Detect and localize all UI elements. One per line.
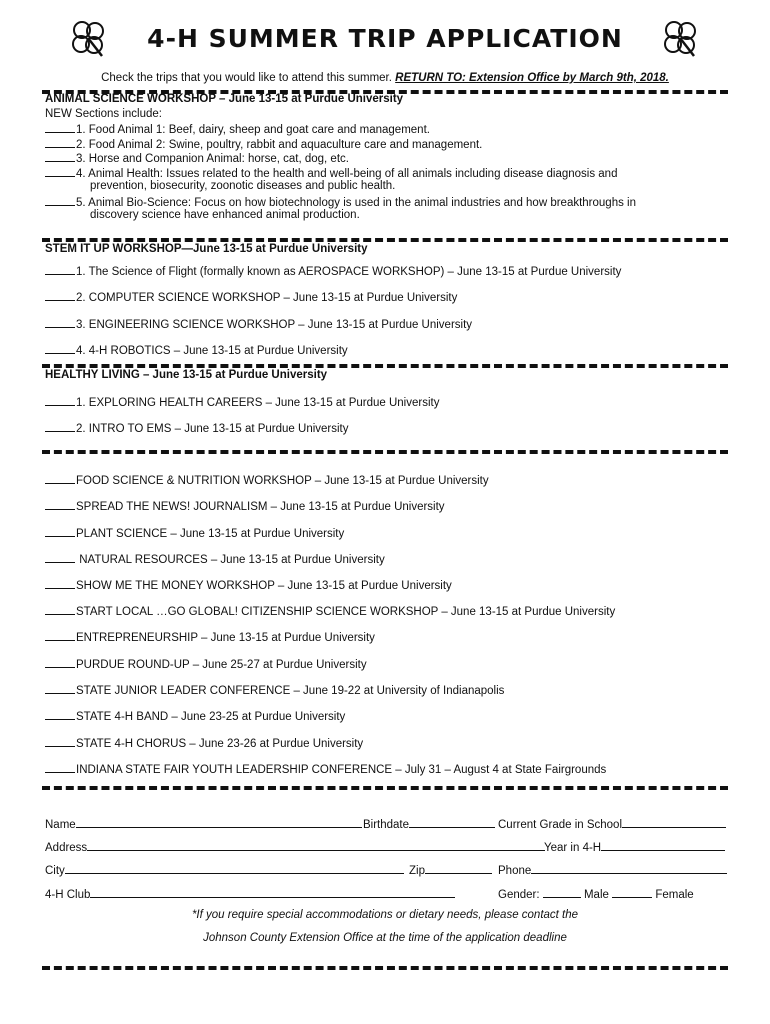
accommodation-note: *If you require special accommodations or dietary needs, please contact the xyxy=(191,909,579,921)
checkbox-item[interactable]: 2. Food Animal 2: Swine, poultry, rabbit and aquaculture care and management. xyxy=(45,137,482,151)
page-title: 4-H SUMMER TRIP APPLICATION xyxy=(147,24,623,53)
animal-science-heading: ANIMAL SCIENCE WORKSHOP – June 13-15 at Purdue University xyxy=(45,93,404,105)
checkbox-item[interactable]: STATE JUNIOR LEADER CONFERENCE – June 19-22 at University of Indianapolis xyxy=(45,683,504,697)
zip-field[interactable]: Zip xyxy=(409,862,492,877)
checkbox-item[interactable]: STATE 4-H CHORUS – June 23-26 at Purdue University xyxy=(45,736,363,750)
checkbox-item[interactable]: PLANT SCIENCE – June 13-15 at Purdue University xyxy=(45,526,344,540)
healthy-living-heading: HEALTHY LIVING – June 13-15 at Purdue University xyxy=(45,369,328,381)
checkbox-item[interactable]: SPREAD THE NEWS! JOURNALISM – June 13-15 at Purdue University xyxy=(45,499,445,513)
item-continuation: discovery science have enhanced animal production. xyxy=(90,209,360,221)
checkbox-item[interactable]: NATURAL RESOURCES – June 13-15 at Purdue University xyxy=(45,552,385,566)
checkbox-item[interactable]: 3. ENGINEERING SCIENCE WORKSHOP – June 13-15 at Purdue University xyxy=(45,317,472,331)
return-info: RETURN TO: Extension Office by March 9th, 2018. xyxy=(395,72,669,84)
club-field[interactable]: 4-H Club xyxy=(45,886,455,901)
checkbox-item[interactable]: STATE 4-H BAND – June 23-25 at Purdue University xyxy=(45,709,345,723)
birthdate-field[interactable]: Birthdate xyxy=(363,816,495,831)
year-in-4h-field[interactable]: Year in 4-H xyxy=(544,839,725,854)
checkbox-item[interactable]: ENTREPRENEURSHIP – June 13-15 at Purdue University xyxy=(45,630,375,644)
checkbox-item[interactable]: FOOD SCIENCE & NUTRITION WORKSHOP – June 13-15 at Purdue University xyxy=(45,473,489,487)
divider xyxy=(42,786,728,790)
divider xyxy=(42,966,728,970)
address-field[interactable]: Address xyxy=(45,839,545,854)
checkbox-item[interactable]: 1. EXPLORING HEALTH CAREERS – June 13-15 at Purdue University xyxy=(45,395,439,409)
checkbox-item[interactable]: 5. Animal Bio-Science: Focus on how biotechnology is used in the animal industries and how breakthroughs in xyxy=(45,195,636,209)
checkbox-item[interactable]: 2. INTRO TO EMS – June 13-15 at Purdue University xyxy=(45,421,349,435)
grade-field[interactable]: Current Grade in School xyxy=(498,816,726,831)
deadline-note: Johnson County Extension Office at the time of the application deadline xyxy=(203,932,567,944)
divider xyxy=(42,364,728,368)
checkbox-item[interactable]: 4. Animal Health: Issues related to the health and well-being of all animals including disease diagnosis and xyxy=(45,166,617,180)
male-blank[interactable] xyxy=(543,886,581,898)
stem-heading: STEM IT UP WORKSHOP—June 13-15 at Purdue University xyxy=(45,243,368,255)
animal-science-intro: NEW Sections include: xyxy=(45,108,162,120)
divider xyxy=(42,238,728,242)
phone-field[interactable]: Phone xyxy=(498,862,727,877)
checkbox-item[interactable]: 1. Food Animal 1: Beef, dairy, sheep and goat care and management. xyxy=(45,122,430,136)
checkbox-item[interactable]: INDIANA STATE FAIR YOUTH LEADERSHIP CONFERENCE – July 31 – August 4 at State Fairgrounds xyxy=(45,762,606,776)
item-continuation: prevention, biosecurity, zoonotic diseases and public health. xyxy=(90,180,396,192)
gender-field: Gender: Male Female xyxy=(498,886,694,901)
female-blank[interactable] xyxy=(612,886,652,898)
city-field[interactable]: City xyxy=(45,862,404,877)
checkbox-item[interactable]: 2. COMPUTER SCIENCE WORKSHOP – June 13-15 at Purdue University xyxy=(45,290,457,304)
checkbox-item[interactable]: PURDUE ROUND-UP – June 25-27 at Purdue University xyxy=(45,657,367,671)
name-field[interactable]: Name xyxy=(45,816,362,831)
checkbox-item[interactable]: START LOCAL …GO GLOBAL! CITIZENSHIP SCIENCE WORKSHOP – June 13-15 at Purdue University xyxy=(45,604,615,618)
checkbox-item[interactable]: 3. Horse and Companion Animal: horse, cat, dog, etc. xyxy=(45,151,349,165)
checkbox-item[interactable]: SHOW ME THE MONEY WORKSHOP – June 13-15 at Purdue University xyxy=(45,578,452,592)
divider xyxy=(42,450,728,454)
checkbox-item[interactable]: 4. 4-H ROBOTICS – June 13-15 at Purdue University xyxy=(45,343,348,357)
checkbox-item[interactable]: 1. The Science of Flight (formally known as AEROSPACE WORKSHOP) – June 13-15 at Purdue University xyxy=(45,264,621,278)
instructions: Check the trips that you would like to attend this summer. RETURN TO: Extension Office by March 9th, 2018. xyxy=(101,72,669,84)
